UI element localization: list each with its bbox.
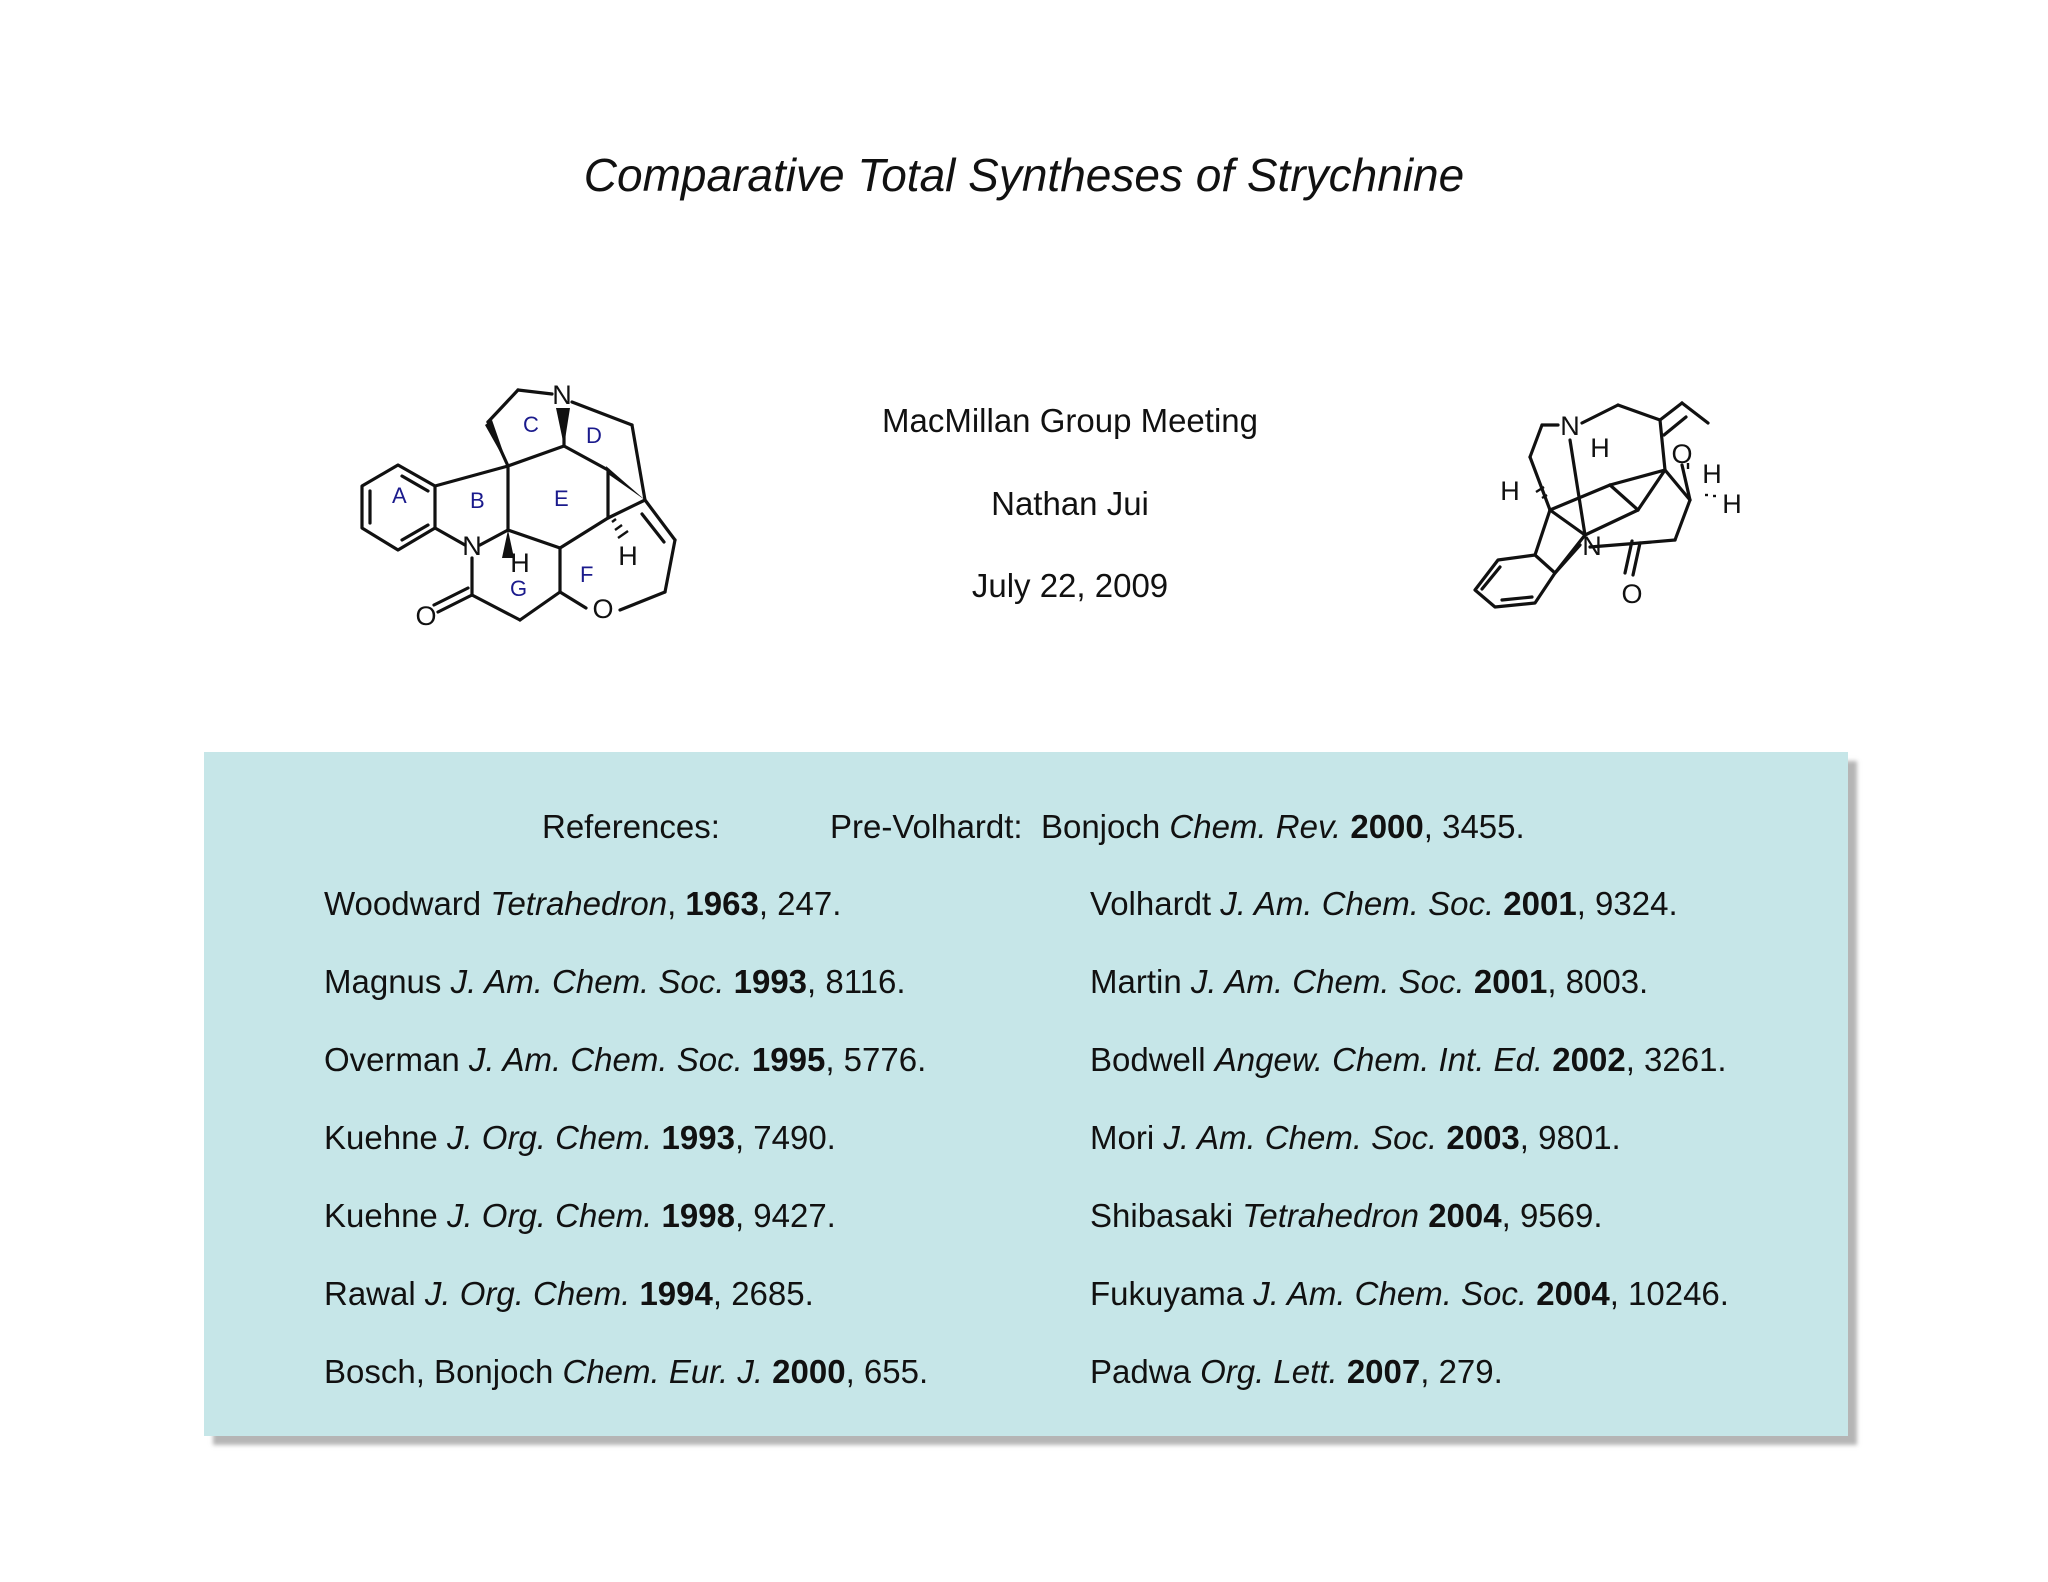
atom-o-ether-3d: O [1671, 439, 1693, 469]
atom-o-carbonyl: O [415, 601, 437, 631]
reference-item: Fukuyama J. Am. Chem. Soc. 2004, 10246. [1090, 1275, 1729, 1312]
reference-item: Overman J. Am. Chem. Soc. 1995, 5776. [324, 1041, 927, 1078]
page-title: Comparative Total Syntheses of Strychnine [583, 149, 1465, 201]
atom-h-4-3d: H [1722, 489, 1742, 519]
reference-item: Mori J. Am. Chem. Soc. 2003, 9801. [1090, 1119, 1621, 1156]
reference-item: Woodward Tetrahedron, 1963, 247. [324, 885, 842, 922]
presenter-name: Nathan Jui [991, 485, 1149, 522]
reference-item: Rawal J. Org. Chem. 1994, 2685. [324, 1275, 814, 1312]
atom-o-ether: O [592, 594, 614, 624]
ref-year: 2000 [1350, 808, 1424, 845]
ring-label-c: C [523, 412, 539, 437]
meeting-group: MacMillan Group Meeting [882, 402, 1258, 439]
ring-label-g: G [510, 576, 528, 601]
ring-label-d: D [586, 423, 602, 448]
reference-item: Padwa Org. Lett. 2007, 279. [1090, 1353, 1503, 1390]
reference-item: Shibasaki Tetrahedron 2004, 9569. [1090, 1197, 1603, 1234]
atom-h-1-3d: H [1590, 433, 1610, 463]
strychnine-2d-structure [330, 370, 700, 650]
ring-label-e: E [554, 486, 569, 511]
ref-author: Bonjoch [1040, 808, 1161, 845]
atom-o-carbonyl-3d: O [1621, 579, 1643, 609]
ring-label-f: F [580, 562, 594, 587]
atom-n-bottom-3d: N [1582, 531, 1602, 561]
reference-item: Kuehne J. Org. Chem. 1993, 7490. [324, 1119, 836, 1156]
reference-item: Magnus J. Am. Chem. Soc. 1993, 8116. [324, 963, 906, 1000]
reference-item: Volhardt J. Am. Chem. Soc. 2001, 9324. [1090, 885, 1678, 922]
references-panel [204, 752, 1848, 1436]
strychnine-3d-structure [1450, 395, 1760, 625]
ring-label-b: B [470, 488, 485, 513]
reference-item: Martin J. Am. Chem. Soc. 2001, 8003. [1090, 963, 1649, 1000]
atom-h-3-3d: H [1702, 459, 1722, 489]
pre-volhardt-reference [830, 808, 1525, 846]
reference-item: Kuehne J. Org. Chem. 1998, 9427. [324, 1197, 836, 1234]
ref-journal: Chem. Rev. [1169, 808, 1342, 845]
pre-volhardt-label: Pre-Volhardt: [830, 808, 1023, 845]
atom-h-2: H [618, 541, 638, 571]
atom-h-1: H [510, 548, 530, 578]
references-label: References: [542, 808, 720, 845]
atom-n-top-3d: N [1560, 411, 1580, 441]
atom-n-top: N [552, 380, 572, 410]
meeting-date: July 22, 2009 [971, 567, 1169, 604]
reference-item: Bosch, Bonjoch Chem. Eur. J. 2000, 655. [324, 1353, 929, 1390]
atom-n-bottom: N [462, 531, 482, 561]
ref-page: , 3455. [1423, 808, 1525, 845]
reference-item: Bodwell Angew. Chem. Int. Ed. 2002, 3261. [1090, 1041, 1727, 1078]
ring-label-a: A [392, 483, 407, 508]
atom-h-2-3d: H [1500, 476, 1520, 506]
